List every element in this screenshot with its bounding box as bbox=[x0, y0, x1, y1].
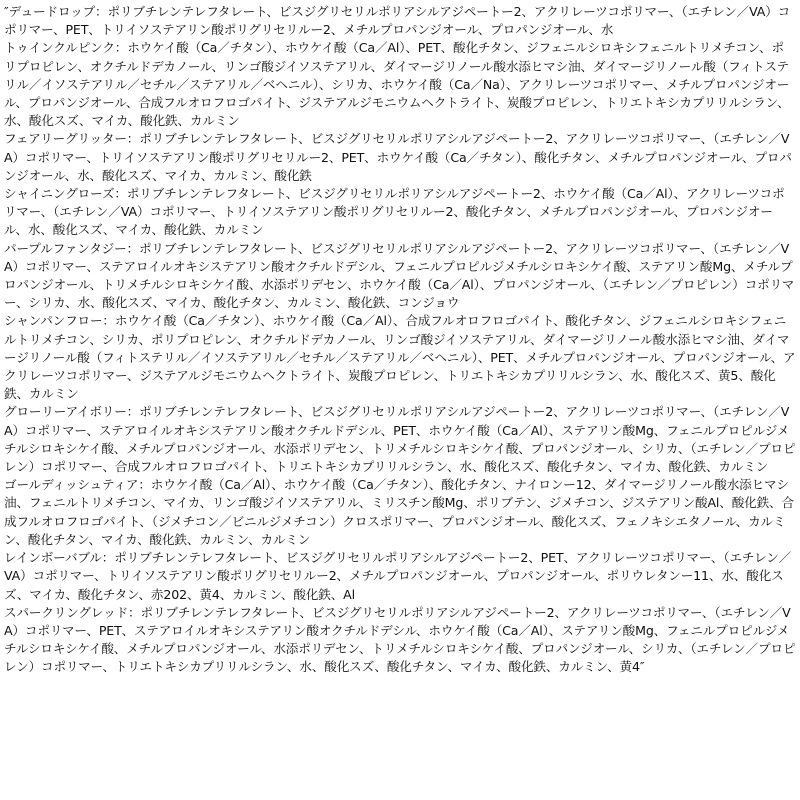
ingredient-entry-rainbow-bubble: レインボーバブル：ポリブチレンテレフタレート、ビスジグリセリルポリアシルアジペートー2、PET、アクリレーツコポリマー、（エチレン／VA）コポリマー、トリイソステアリン酸ポリグリセリルー2、メチルプロパンジオール、プロパンジオール、ポリウレタンー11、水、酸化スズ、マイカ、酸化チタン、赤202、黄4、カルミン、酸化鉄、Al bbox=[4, 550, 792, 602]
ingredient-entry-purple-fantasy: パープルファンタジー：ポリブチレンテレフタレート、ビスジグリセリルポリアシルアジペートー2、アクリレーツコポリマー、（エチレン／VA）コポリマー、ステアロイルオキシステアリン酸オクチルドデシル、フェニルプロピルジメチルシロキシケイ酸、ステアリン酸Mg、メチルプロパンジオール、トリメチルシロキシケイ酸、水添ポリデセン、ホウケイ酸（Ca／Al）、プロパンジオール、（エチレン／プロピレン）コポリマー、シリカ、水、酸化スズ、マイカ、酸化チタン、カルミン、酸化鉄、コンジョウ bbox=[4, 240, 795, 311]
ingredient-entry-shining-rose: シャイニングローズ：ポリブチレンテレフタレート、ビスジグリセリルポリアシルアジペートー2、ホウケイ酸（Ca／Al）、アクリレーツコポリマー、（エチレン／VA）コポリマー、トリイソステアリン酸ポリグリセリルー2、酸化チタン、メチルプロパンジオール、プロパンジオール、水、酸化スズ、マイカ、酸化鉄、カルミン bbox=[4, 186, 785, 238]
ingredient-entry-sparkling-red: スパークリングレッド：ポリブチレンテレフタレート、ビスジグリセリルポリアシルアジペートー2、アクリレーツコポリマー、（エチレン／VA）コポリマー、PET、ステアロイルオキシステアリン酸オクチルドデシル、ホウケイ酸（Ca／Al）、ステアリン酸Mg、フェニルプロピルジメチルシロキシケイ酸、メチルプロパンジオール、水添ポリデセン、トリメチルシロキシケイ酸、プロパンジオール、シリカ、（エチレン／プロピレン）コポリマー、トリエトキシカプリリルシラン、水、酸化スズ、酸化チタン、マイカ、酸化鉄、カルミン、黄4″ bbox=[4, 604, 796, 675]
ingredient-entry-twinkle-pink: トゥインクルピンク：ホウケイ酸（Ca／チタン）、ホウケイ酸（Ca／Al）、PET、酸化チタン、ジフェニルシロキシフェニルトリメチコン、ポリプロピレン、オクチルドデカノール、リンゴ酸ジイソステアリル、ダイマージリノール酸水添ヒマシ油、ダイマージリノール酸（フィトステリル／イソステアリル／セチル／ステアリル／ベヘニル）、シリカ、ホウケイ酸（Ca／Na）、アクリレーツコポリマー、メチルプロパンジオール、プロパンジオール、合成フルオロフロゴパイト、ジステアルジモニウムヘクトライト、炭酸プロピレン、トリエトキシカプリリルシラン、水、酸化スズ、マイカ、酸化鉄、カルミン bbox=[4, 40, 790, 129]
ingredient-entry-goldish-tear: ゴールディッシュティア：ホウケイ酸（Ca／Al）、ホウケイ酸（Ca／チタン）、酸化チタン、ナイロンー12、ダイマージリノール酸水添ヒマシ油、フェニルトリメチコン、マイカ、リンゴ酸ジイソステアリル、ミリスチン酸Mg、ポリブテン、ジメチコン、ジステアリン酸Al、酸化鉄、合成フルオロフロゴパイト、（ジメチコン／ビニルジメチコン）クロスポリマー、プロパンジオール、酸化スズ、フェノキシエタノール、カルミン、酸化チタン、マイカ、酸化鉄、カルミン、カルミン bbox=[4, 477, 794, 547]
ingredients-document bbox=[4, 3, 796, 677]
ingredient-entry-fairy-glitter: フェアリーグリッター：ポリブチレンテレフタレート、ビスジグリセリルポリアシルアジペートー2、アクリレーツコポリマー、（エチレン／VA）コポリマー、トリイソステアリン酸ポリグリセリルー2、PET、ホウケイ酸（Ca／チタン）、酸化チタン、メチルプロパンジオール、プロパンジオール、水、酸化スズ、マイカ、カルミン、酸化鉄 bbox=[4, 131, 792, 183]
ingredient-entry-dewdrop: ″デュードロップ：ポリブチレンテレフタレート、ビスジグリセリルポリアシルアジペートー2、アクリレーツコポリマー、（エチレン／VA）コポリマー、PET、トリイソステアリン酸ポリグリセリルー2、メチルプロパンジオール、プロパンジオール、水 bbox=[4, 4, 791, 38]
ingredient-entry-champagne-flow: シャンパンフロー：ホウケイ酸（Ca／チタン）、ホウケイ酸（Ca／Al）、合成フルオロフロゴパイト、酸化チタン、ジフェニルシロキシフェニルトリメチコン、シリカ、ポリプロピレン、オクチルドデカノール、リンゴ酸ジイソステアリル、ダイマージリノール酸水添ヒマシ油、ダイマージリノール酸（フィトステリル／イソステアリル／セチル／ステアリル／ベヘニル）、PET、メチルプロパンジオール、プロパンジオール、アクリレーツコポリマー、ジステアルジモニウムヘクトライト、炭酸プロピレン、トリエトキシカプリリルシラン、水、酸化スズ、黄5、酸化鉄、カルミン bbox=[4, 313, 796, 402]
ingredient-entry-glory-ivory: グローリーアイボリー：ポリブチレンテレフタレート、ビスジグリセリルポリアシルアジペートー2、アクリレーツコポリマー、（エチレン／VA）コポリマー、ステアロイルオキシステアリン酸オクチルドデシル、PET、ホウケイ酸（Ca／Al）、ステアリン酸Mg、フェニルプロピルジメチルシロキシケイ酸、メチルプロパンジオール、水添ポリデセン、トリメチルシロキシケイ酸、プロパンジオール、シリカ、（エチレン／プロピレン）コポリマー、合成フルオロフロゴパイト、トリエトキシカプリリルシラン、水、酸化スズ、酸化チタン、マイカ、酸化鉄、カルミン bbox=[4, 404, 796, 475]
